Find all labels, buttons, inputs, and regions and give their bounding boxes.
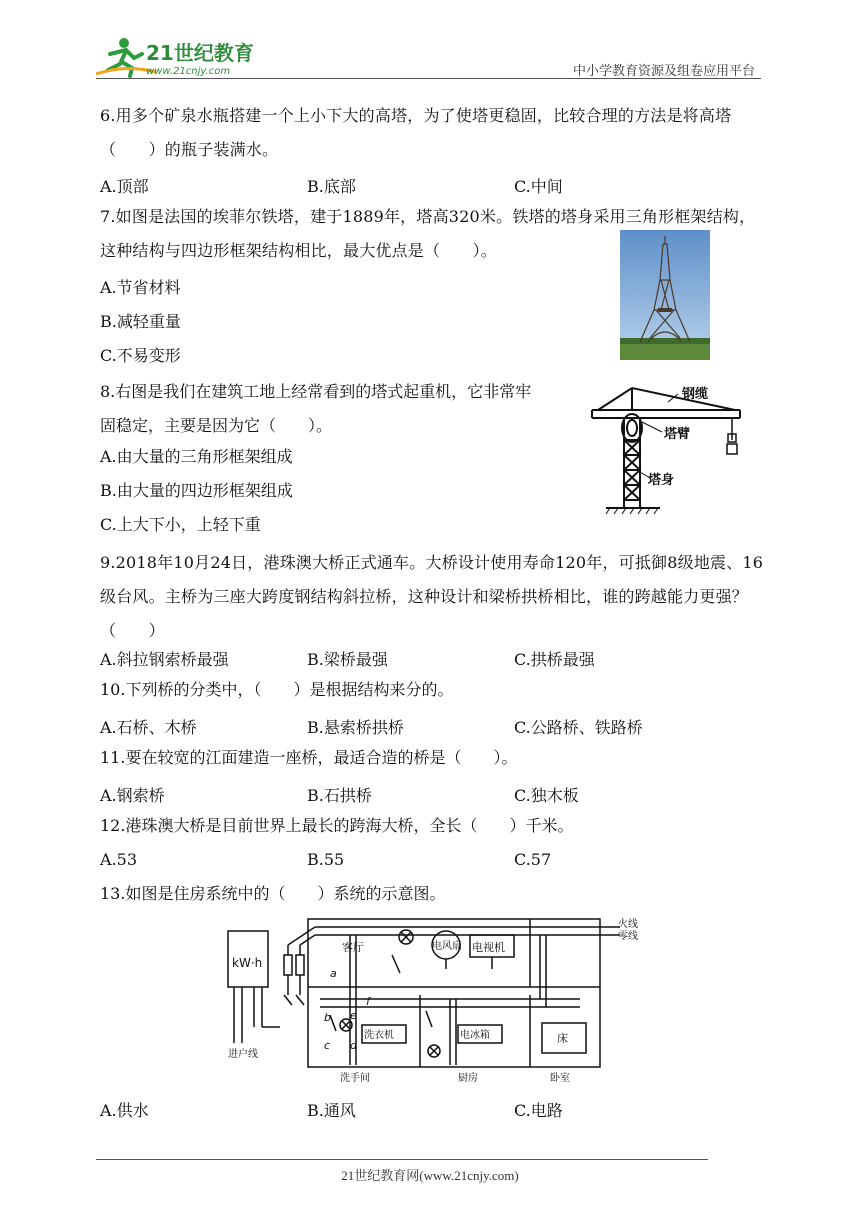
- logo: [96, 34, 266, 78]
- point-e-label: e: [350, 1009, 357, 1022]
- question-12-option-c[interactable]: C.57: [514, 850, 552, 869]
- question-8-option-a[interactable]: A.由大量的三角形框架组成: [100, 447, 293, 466]
- question-7-option-c[interactable]: C.不易变形: [100, 346, 181, 365]
- fridge-label: 电冰箱: [460, 1030, 490, 1041]
- question-10-option-b[interactable]: B.悬索桥拱桥: [307, 718, 404, 737]
- logo-url: www.21cnjy.com: [146, 66, 231, 77]
- question-11-option-c[interactable]: C.独木板: [514, 786, 579, 805]
- question-13-text: 13.如图是住房系统中的（ ）系统的示意图。: [100, 884, 446, 903]
- question-10-option-a[interactable]: A.石桥、木桥: [100, 718, 197, 737]
- crane-label-body: 塔身: [648, 473, 675, 488]
- neutral-wire-label: 零线: [618, 931, 638, 942]
- question-8-text-line2: 固稳定，主要是因为它（ ）。: [100, 416, 333, 435]
- washer-label: 洗衣机: [364, 1030, 394, 1041]
- meter-label: kW·h: [232, 956, 263, 970]
- point-f-label: f: [366, 995, 370, 1008]
- question-11-option-b[interactable]: B.石拱桥: [307, 786, 372, 805]
- bedroom-label: 卧室: [550, 1073, 570, 1084]
- question-9-option-b[interactable]: B.梁桥最强: [307, 650, 388, 669]
- point-a-label: a: [330, 967, 337, 980]
- question-9-text: 9.2018年10月24日，港珠澳大桥正式通车。大桥设计使用寿命120年，可抵御8级地震、16级台风。主桥为三座大跨度钢结构斜拉桥，这种设计和梁桥拱桥相比，谁的跨越能力更强？（ ）: [100, 553, 764, 640]
- question-13-option-a[interactable]: A.供水: [100, 1101, 149, 1120]
- question-12-option-b[interactable]: B.55: [307, 850, 345, 869]
- house-circuit-diagram: [220, 915, 650, 1087]
- header-divider: [96, 78, 761, 79]
- crane-label-cable: 钢缆: [682, 387, 709, 402]
- logo-title: 21世纪教育: [146, 41, 254, 65]
- question-7-option-a[interactable]: A.节省材料: [100, 278, 181, 297]
- bed-label: 床: [557, 1032, 568, 1045]
- question-13-option-b[interactable]: B.通风: [307, 1101, 356, 1120]
- question-11-option-a[interactable]: A.钢索桥: [100, 786, 165, 805]
- point-c-label: c: [324, 1039, 331, 1052]
- question-12-option-a[interactable]: A.53: [100, 850, 137, 869]
- question-10-option-c[interactable]: C.公路桥、铁路桥: [514, 718, 643, 737]
- header-platform-text: 中小学教育资源及组卷应用平台: [572, 64, 755, 79]
- footer-text: 21世纪教育网(www.21cnjy.com): [341, 1168, 519, 1183]
- living-room-label: 客厅: [342, 941, 364, 954]
- question-13-option-c[interactable]: C.电路: [514, 1101, 563, 1120]
- kitchen-label: 厨房: [458, 1073, 478, 1084]
- bathroom-label: 洗手间: [340, 1073, 370, 1084]
- question-9-option-c[interactable]: C.拱桥最强: [514, 650, 595, 669]
- question-12-text: 12.港珠澳大桥是目前世界上最长的跨海大桥，全长（ ）千米。: [100, 816, 574, 835]
- tv-label: 电视机: [472, 941, 505, 954]
- question-10-text: 10.下列桥的分类中，（ ）是根据结构来分的。: [100, 680, 454, 699]
- question-9-option-a[interactable]: A.斜拉钢索桥最强: [100, 650, 229, 669]
- point-d-label: d: [350, 1039, 357, 1052]
- tower-crane-figure: [590, 380, 760, 515]
- eiffel-tower-image: [620, 230, 710, 360]
- footer-divider: [96, 1159, 708, 1160]
- question-6-option-c[interactable]: C.中间: [514, 177, 563, 196]
- entry-line-label: 进户线: [228, 1049, 258, 1060]
- question-8-option-c[interactable]: C.上大下小，上轻下重: [100, 515, 261, 534]
- fan-label: 电风扇: [432, 941, 462, 952]
- crane-label-arm: 塔臂: [664, 427, 691, 442]
- question-8-option-b[interactable]: B.由大量的四边形框架组成: [100, 481, 293, 500]
- live-wire-label: 火线: [618, 919, 638, 930]
- question-11-text: 11.要在较宽的江面建造一座桥，最适合造的桥是（ ）。: [100, 748, 518, 767]
- question-6-option-a[interactable]: A.顶部: [100, 177, 149, 196]
- question-7-text: 7.如图是法国的埃菲尔铁塔，建于1889年，塔高320米。铁塔的塔身采用三角形框架结构，这种结构与四边形框架结构相比，最大优点是（ ）。: [100, 207, 756, 260]
- point-b-label: b: [324, 1011, 331, 1024]
- question-7-option-b[interactable]: B.减轻重量: [100, 312, 181, 331]
- question-6-option-b[interactable]: B.底部: [307, 177, 356, 196]
- question-8-text-line1: 8.右图是我们在建筑工地上经常看到的塔式起重机，它非常牢: [100, 382, 532, 401]
- question-6-text: 6.用多个矿泉水瓶搭建一个上小下大的高塔，为了使塔更稳固，比较合理的方法是将高塔（ ）的瓶子装满水。: [100, 106, 732, 159]
